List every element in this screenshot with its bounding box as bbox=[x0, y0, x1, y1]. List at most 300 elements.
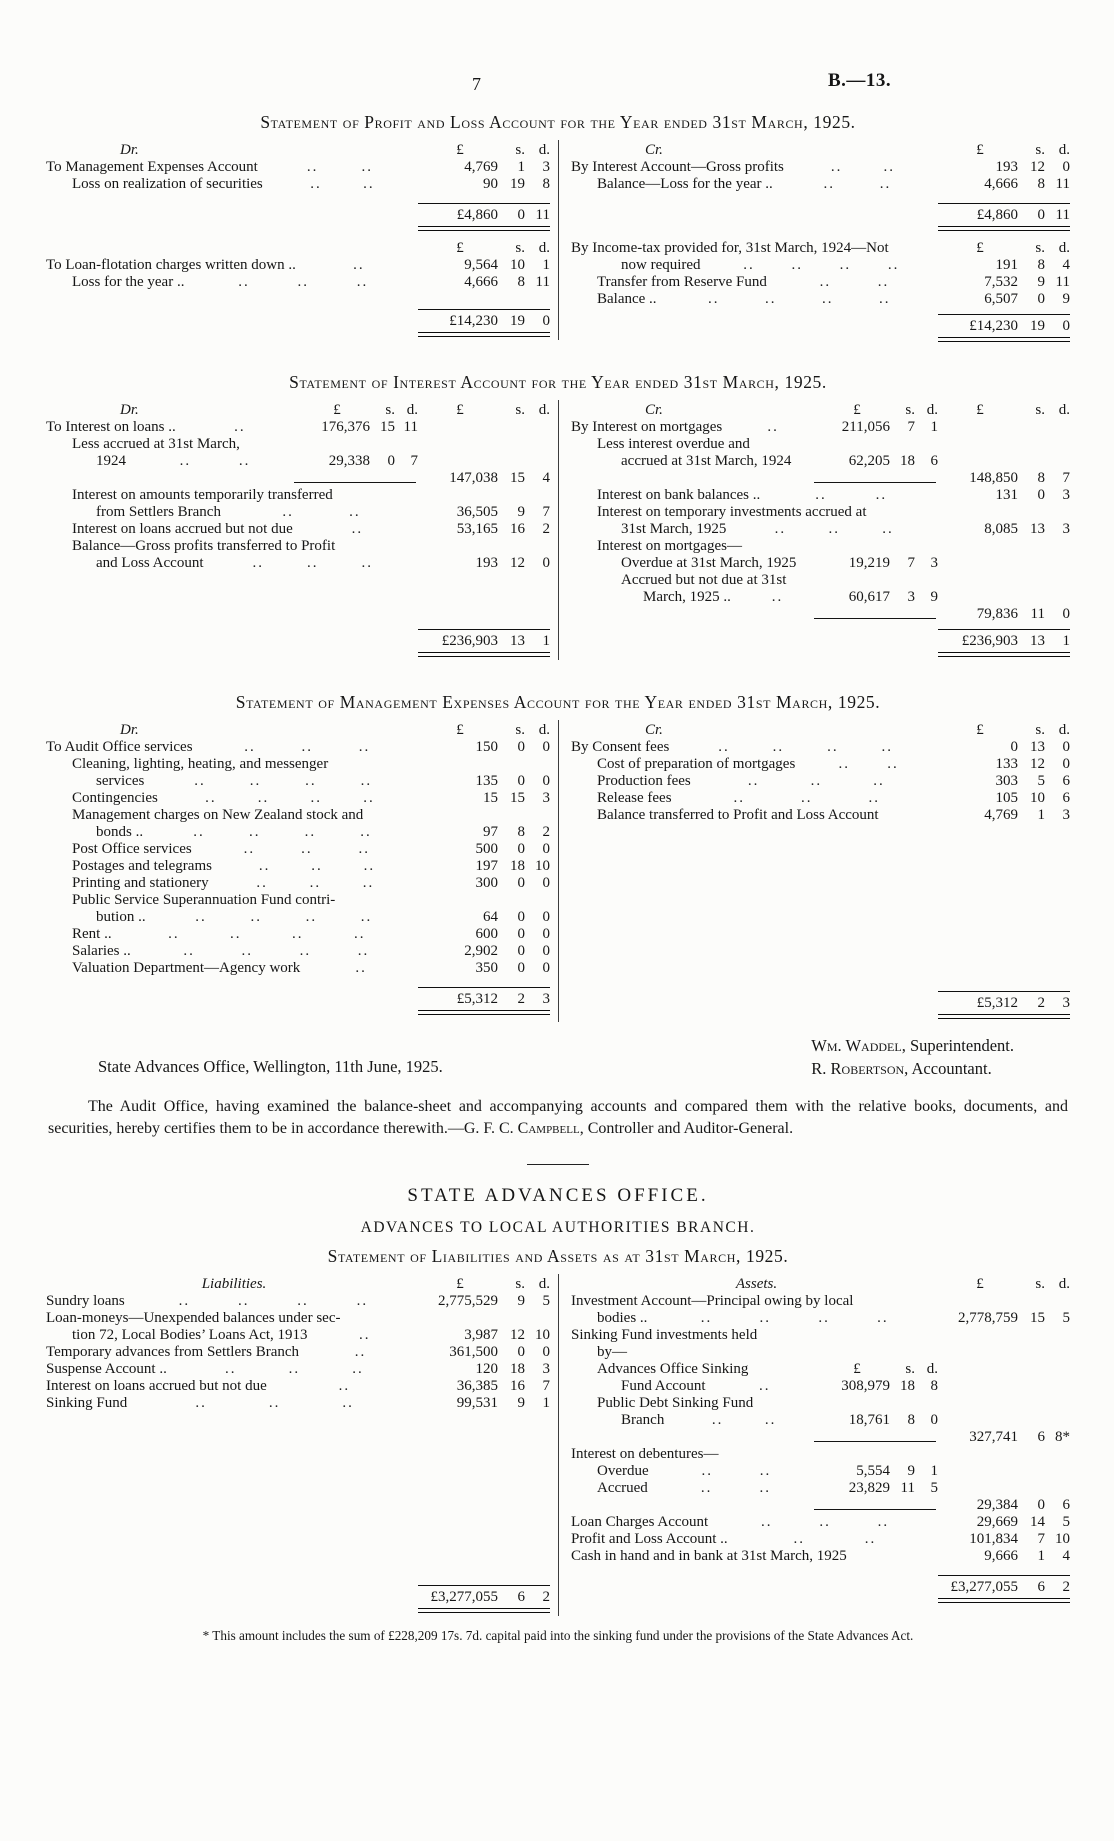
pounds-cell: 133 bbox=[995, 756, 1018, 772]
dot-leaders: .. .. .. bbox=[244, 739, 371, 755]
shillings-cell: 11 bbox=[900, 1480, 915, 1496]
amount bbox=[422, 1589, 550, 1606]
pence-cell: 8 bbox=[930, 1378, 938, 1394]
inner-amount bbox=[824, 1361, 938, 1378]
pence-cell: 4 bbox=[1062, 1548, 1070, 1564]
inner-amount bbox=[824, 1412, 938, 1429]
account-label: By Consent fees bbox=[571, 739, 670, 755]
account-label: Balance .. bbox=[597, 291, 657, 307]
dot-leaders: .. .. .. .. bbox=[193, 824, 372, 840]
pounds-cell: 2,775,529 bbox=[438, 1293, 498, 1309]
pence-cell: d. bbox=[1058, 240, 1070, 256]
account-label: Loan Charges Account bbox=[571, 1514, 709, 1530]
dot-leaders: .. .. .. bbox=[238, 274, 369, 290]
amount bbox=[422, 402, 550, 419]
account-label: Overdue at 31st March, 1925 bbox=[621, 555, 797, 571]
shillings-cell: 13 bbox=[1030, 739, 1045, 755]
amount bbox=[422, 257, 550, 274]
amount bbox=[422, 991, 550, 1008]
shillings-cell: 0 bbox=[517, 875, 525, 891]
pence-cell: 3 bbox=[1062, 487, 1070, 503]
dot-leaders: .. .. bbox=[179, 453, 251, 469]
amount bbox=[422, 470, 550, 487]
account-row bbox=[46, 1008, 550, 1018]
account-label: Less interest overdue and bbox=[597, 436, 750, 452]
pounds-cell: 135 bbox=[475, 773, 498, 789]
amount bbox=[422, 739, 550, 756]
account-row bbox=[46, 224, 550, 234]
pence-cell: 0 bbox=[542, 943, 550, 959]
amount bbox=[942, 207, 1070, 224]
shillings-cell: 0 bbox=[1037, 291, 1045, 307]
pounds-cell: 90 bbox=[483, 176, 498, 192]
pence-cell: 7 bbox=[542, 504, 550, 520]
pence-cell: 9 bbox=[1062, 291, 1070, 307]
account-label: Suspense Account .. bbox=[46, 1361, 167, 1377]
pence-cell: 7 bbox=[542, 1378, 550, 1394]
pence-cell: 3 bbox=[542, 159, 550, 175]
amount bbox=[422, 1276, 550, 1293]
account-row bbox=[46, 926, 550, 943]
account-row bbox=[571, 773, 1070, 790]
shillings-cell: 18 bbox=[510, 1361, 525, 1377]
pence-cell: 4 bbox=[542, 470, 550, 486]
account-row bbox=[571, 650, 1070, 660]
amount bbox=[942, 291, 1070, 308]
dr-column bbox=[46, 720, 558, 1022]
account-row bbox=[46, 199, 550, 207]
dot-leaders: .. .. bbox=[306, 159, 373, 175]
account-row bbox=[571, 807, 1070, 824]
spacer bbox=[46, 193, 550, 197]
amount bbox=[422, 633, 550, 650]
account-label: Accrued bbox=[597, 1480, 648, 1496]
amount bbox=[422, 1581, 550, 1589]
account-label: Cash in hand and in bank at 31st March, 1925 bbox=[571, 1548, 847, 1564]
dot-leaders: .. .. .. .. bbox=[168, 926, 366, 942]
pence-cell: 11 bbox=[403, 419, 418, 435]
pence-cell: d. bbox=[538, 240, 550, 256]
account-row bbox=[46, 1581, 550, 1589]
pence-cell: 1 bbox=[542, 633, 550, 649]
account-label: Postages and telegrams bbox=[72, 858, 212, 874]
pounds-cell: £14,230 bbox=[449, 313, 498, 329]
account-label: Accrued but not due at 31st bbox=[621, 572, 787, 588]
shillings-cell: 0 bbox=[1037, 1497, 1045, 1513]
account-row bbox=[571, 1293, 1070, 1310]
assets-column bbox=[558, 1274, 1070, 1616]
account-row bbox=[46, 436, 550, 453]
pence-cell: d. bbox=[1058, 142, 1070, 158]
dot-leaders: .. .. bbox=[823, 176, 892, 192]
shillings-cell: 1 bbox=[517, 159, 525, 175]
account-label: To Management Expenses Account bbox=[46, 159, 258, 175]
account-row bbox=[571, 1596, 1070, 1606]
amount bbox=[422, 207, 550, 224]
audit-text: The Audit Office, having examined the balance-sheet and accompanying accounts and compared them with the relative books, documents, and securities, hereby certifies them to be in accordance therewith.— bbox=[48, 1098, 1068, 1137]
pence-cell: 4 bbox=[1062, 257, 1070, 273]
pence-cell: 0 bbox=[542, 555, 550, 571]
pence-cell: 1 bbox=[542, 257, 550, 273]
pence-cell: 0 bbox=[930, 1412, 938, 1428]
pounds-cell: £ bbox=[456, 142, 464, 158]
amount bbox=[422, 841, 550, 858]
amount bbox=[942, 1497, 1070, 1514]
account-row bbox=[571, 633, 1070, 650]
pence-cell: 5 bbox=[1062, 1310, 1070, 1326]
amount bbox=[422, 909, 550, 926]
pounds-cell: 79,836 bbox=[976, 606, 1018, 622]
pounds-cell: 62,205 bbox=[848, 453, 890, 469]
account-row bbox=[571, 176, 1070, 193]
account-row bbox=[46, 555, 550, 572]
amount bbox=[422, 943, 550, 960]
account-row bbox=[571, 1548, 1070, 1565]
account-row bbox=[46, 807, 550, 824]
account-label: Rent .. bbox=[72, 926, 112, 942]
account-label: Sinking Fund investments held bbox=[571, 1327, 758, 1343]
account-label: now required bbox=[621, 257, 701, 273]
pounds-cell: 211,056 bbox=[841, 419, 890, 435]
statement-title: Statement of Management Expenses Account for the Year ended 31st March, 1925. bbox=[235, 692, 881, 712]
pence-cell: d. bbox=[926, 402, 938, 418]
inner-amount bbox=[304, 453, 418, 470]
account-label: Dr. bbox=[120, 722, 139, 738]
shillings-cell: 2 bbox=[1037, 995, 1045, 1011]
shillings-cell: 6 bbox=[1037, 1429, 1045, 1445]
amount bbox=[942, 773, 1070, 790]
account-row bbox=[571, 419, 1070, 436]
account-row bbox=[571, 240, 1070, 257]
signer-role: , Accountant. bbox=[904, 1059, 992, 1078]
account-row bbox=[571, 436, 1070, 453]
pounds-cell: 148,850 bbox=[969, 470, 1018, 486]
inner-amount bbox=[824, 402, 938, 419]
shillings-cell: 5 bbox=[1037, 773, 1045, 789]
shillings-cell: 13 bbox=[1030, 633, 1045, 649]
account-row bbox=[571, 274, 1070, 291]
account-row bbox=[46, 487, 550, 504]
pounds-cell: 193 bbox=[475, 555, 498, 571]
account-row bbox=[571, 790, 1070, 807]
amount bbox=[422, 983, 550, 991]
pounds-cell: 97 bbox=[483, 824, 498, 840]
pence-cell: 0 bbox=[1062, 756, 1070, 772]
account-label: Management charges on New Zealand stock and bbox=[72, 807, 364, 823]
amount bbox=[942, 790, 1070, 807]
account-label: Dr. bbox=[120, 402, 139, 418]
dot-leaders: .. bbox=[767, 419, 779, 435]
shillings-cell: 8 bbox=[907, 1412, 915, 1428]
pounds-cell: 197 bbox=[475, 858, 498, 874]
pence-cell: 5 bbox=[1062, 1514, 1070, 1530]
amount bbox=[422, 875, 550, 892]
shillings-cell: 16 bbox=[510, 521, 525, 537]
pounds-cell: 5,554 bbox=[856, 1463, 890, 1479]
account-row bbox=[571, 402, 1070, 419]
shillings-cell: s. bbox=[1035, 240, 1045, 256]
dot-leaders: .. .. .. bbox=[761, 1514, 890, 1530]
account-row bbox=[571, 310, 1070, 318]
account-label: from Settlers Branch bbox=[96, 504, 221, 520]
dot-leaders: .. .. .. bbox=[733, 790, 880, 806]
pounds-cell: 150 bbox=[475, 739, 498, 755]
pounds-cell: £ bbox=[333, 402, 341, 418]
account-row bbox=[571, 995, 1070, 1012]
pence-cell: 3 bbox=[542, 790, 550, 806]
account-row bbox=[571, 257, 1070, 274]
amount bbox=[942, 650, 1070, 660]
pounds-cell: £ bbox=[456, 240, 464, 256]
pounds-cell: 19,219 bbox=[848, 555, 890, 571]
pence-cell: 9 bbox=[930, 589, 938, 605]
amount bbox=[942, 257, 1070, 274]
shillings-cell: 10 bbox=[510, 257, 525, 273]
amount bbox=[422, 555, 550, 572]
shillings-cell: 10 bbox=[1030, 790, 1045, 806]
dot-leaders: .. .. bbox=[711, 1412, 777, 1428]
pounds-cell: £5,312 bbox=[976, 995, 1018, 1011]
pence-cell: 3 bbox=[1062, 807, 1070, 823]
account-row bbox=[571, 1012, 1070, 1022]
amount bbox=[422, 240, 550, 257]
shillings-cell: s. bbox=[515, 142, 525, 158]
shillings-cell: 19 bbox=[510, 176, 525, 192]
dot-leaders: .. .. bbox=[701, 1463, 772, 1479]
shillings-cell: 12 bbox=[510, 555, 525, 571]
account-label: Cr. bbox=[645, 402, 663, 418]
amount bbox=[942, 470, 1070, 487]
dot-leaders: .. .. bbox=[838, 756, 899, 772]
dot-leaders: .. .. .. .. bbox=[195, 909, 373, 925]
pence-cell: 3 bbox=[1062, 521, 1070, 537]
pence-cell: d. bbox=[926, 1361, 938, 1377]
pounds-cell: 131 bbox=[995, 487, 1018, 503]
account-row bbox=[571, 1344, 1070, 1361]
account-row bbox=[571, 625, 1070, 633]
amount bbox=[422, 305, 550, 313]
account-row bbox=[571, 1429, 1070, 1446]
pence-cell: 0 bbox=[1062, 739, 1070, 755]
account-label: Sinking Fund bbox=[46, 1395, 128, 1411]
shillings-cell: 7 bbox=[1037, 1531, 1045, 1547]
shillings-cell: 18 bbox=[900, 453, 915, 469]
pounds-cell: 147,038 bbox=[449, 470, 498, 486]
account-row bbox=[571, 1327, 1070, 1344]
spacer bbox=[571, 824, 1070, 985]
shillings-cell: 15 bbox=[1030, 1310, 1045, 1326]
amount bbox=[942, 1429, 1070, 1446]
amount bbox=[942, 487, 1070, 504]
pounds-cell: 7,532 bbox=[984, 274, 1018, 290]
amount bbox=[422, 521, 550, 538]
account-row bbox=[571, 1310, 1070, 1327]
account-row bbox=[46, 1606, 550, 1616]
account-label: Assets. bbox=[735, 1276, 778, 1292]
account-row bbox=[46, 773, 550, 790]
account-label: 1924 bbox=[96, 453, 126, 469]
amount bbox=[422, 773, 550, 790]
account-row bbox=[571, 1463, 1070, 1480]
pounds-cell: 0 bbox=[1010, 739, 1018, 755]
account-row bbox=[571, 224, 1070, 234]
pounds-cell: 3,987 bbox=[464, 1327, 498, 1343]
inner-amount bbox=[824, 419, 938, 436]
pounds-cell: 101,834 bbox=[969, 1531, 1018, 1547]
account-row bbox=[571, 1446, 1070, 1463]
dot-leaders: .. .. .. .. bbox=[743, 257, 900, 273]
account-row bbox=[571, 487, 1070, 504]
amount bbox=[942, 199, 1070, 207]
dot-leaders: .. .. .. .. bbox=[205, 790, 375, 806]
pounds-cell: 303 bbox=[995, 773, 1018, 789]
account-row bbox=[46, 313, 550, 330]
account-row bbox=[571, 987, 1070, 995]
dot-leaders: .. bbox=[234, 419, 246, 435]
amount bbox=[942, 240, 1070, 257]
account-row bbox=[46, 1589, 550, 1606]
dot-leaders: .. .. bbox=[819, 274, 890, 290]
pence-cell: 11 bbox=[1055, 207, 1070, 223]
dot-leaders: .. .. .. bbox=[774, 521, 894, 537]
pounds-cell: 29,669 bbox=[976, 1514, 1018, 1530]
dot-leaders: .. .. .. bbox=[256, 875, 375, 891]
amount bbox=[942, 987, 1070, 995]
account-label: Balance transferred to Profit and Loss Account bbox=[597, 807, 879, 823]
pounds-cell: £ bbox=[976, 722, 984, 738]
shillings-cell: 8 bbox=[1037, 470, 1045, 486]
account-label: Cleaning, lighting, heating, and messenger bbox=[72, 756, 329, 772]
account-label: Contingencies bbox=[72, 790, 158, 806]
shillings-cell: 0 bbox=[517, 960, 525, 976]
amount bbox=[942, 1596, 1070, 1606]
account-row bbox=[571, 1361, 1070, 1378]
statement-title: Statement of Interest Account for the Year ended 31st March, 1925. bbox=[289, 372, 827, 392]
shillings-cell: 8 bbox=[1037, 176, 1045, 192]
amount bbox=[942, 1531, 1070, 1548]
pence-cell: 2 bbox=[1062, 1579, 1070, 1595]
shillings-cell: 8 bbox=[1037, 257, 1045, 273]
statement-title: Statement of Profit and Loss Account for the Year ended 31st March, 1925. bbox=[260, 112, 856, 132]
account-label: Loss for the year .. bbox=[72, 274, 185, 290]
shillings-cell: 9 bbox=[517, 1395, 525, 1411]
pence-cell: 8 bbox=[542, 176, 550, 192]
dot-leaders: .. bbox=[759, 1378, 771, 1394]
account-row bbox=[46, 1310, 550, 1327]
pence-cell: 0 bbox=[542, 739, 550, 755]
pence-cell: 0 bbox=[542, 926, 550, 942]
amount bbox=[942, 1548, 1070, 1565]
account-row bbox=[571, 453, 1070, 470]
account-row bbox=[46, 207, 550, 224]
account-label: Dr. bbox=[120, 142, 139, 158]
shillings-cell: s. bbox=[905, 1361, 915, 1377]
account-row bbox=[46, 402, 550, 419]
inner-amount bbox=[824, 453, 938, 470]
amount bbox=[942, 1579, 1070, 1596]
shillings-cell: s. bbox=[515, 1276, 525, 1292]
pence-cell: 1 bbox=[542, 1395, 550, 1411]
account-row bbox=[46, 1378, 550, 1395]
amount bbox=[942, 176, 1070, 193]
account-row bbox=[46, 1276, 550, 1293]
account-row bbox=[571, 1276, 1070, 1293]
dot-leaders: .. bbox=[338, 1378, 351, 1394]
pounds-cell: 176,376 bbox=[321, 419, 370, 435]
spacer bbox=[571, 1565, 1070, 1569]
pence-cell: 0 bbox=[1062, 159, 1070, 175]
account-row bbox=[571, 1579, 1070, 1596]
signer-role: , Superintendent. bbox=[901, 1036, 1014, 1055]
shillings-cell: 13 bbox=[510, 633, 525, 649]
account-row bbox=[46, 625, 550, 633]
amount bbox=[942, 335, 1070, 345]
shillings-cell: 3 bbox=[907, 589, 915, 605]
dot-leaders: .. .. .. .. bbox=[708, 291, 891, 307]
account-label: Balance—Gross profits transferred to Profit bbox=[72, 538, 336, 554]
pence-cell: 2 bbox=[542, 521, 550, 537]
pounds-cell: £14,230 bbox=[969, 318, 1018, 334]
account-label: To Interest on loans .. bbox=[46, 419, 176, 435]
dot-leaders: .. bbox=[351, 521, 364, 537]
audit-certificate bbox=[48, 1096, 1068, 1140]
amount bbox=[422, 926, 550, 943]
shillings-cell: 1 bbox=[1037, 1548, 1045, 1564]
pounds-cell: £ bbox=[976, 142, 984, 158]
pence-cell: d. bbox=[538, 402, 550, 418]
inner-amount bbox=[824, 1480, 938, 1497]
pounds-cell: 600 bbox=[475, 926, 498, 942]
account-label: March, 1925 .. bbox=[643, 589, 731, 605]
account-row bbox=[571, 589, 1070, 606]
account-label: By Interest Account—Gross profits bbox=[571, 159, 784, 175]
amount bbox=[422, 1293, 550, 1310]
dot-leaders: .. .. .. bbox=[195, 1395, 354, 1411]
dot-leaders: .. .. .. bbox=[252, 555, 373, 571]
shillings-cell: 19 bbox=[510, 313, 525, 329]
account-label: Post Office services bbox=[72, 841, 192, 857]
shillings-cell: 0 bbox=[387, 453, 395, 469]
pence-cell: 0 bbox=[542, 909, 550, 925]
pounds-cell: £4,860 bbox=[976, 207, 1018, 223]
amount bbox=[942, 1514, 1070, 1531]
account-row bbox=[46, 824, 550, 841]
account-label: and Loss Account bbox=[96, 555, 204, 571]
shillings-cell: 0 bbox=[1037, 207, 1045, 223]
shillings-cell: 0 bbox=[517, 207, 525, 223]
pounds-cell: 99,531 bbox=[456, 1395, 498, 1411]
account-row bbox=[46, 142, 550, 159]
pounds-cell: £236,903 bbox=[441, 633, 498, 649]
shillings-cell: s. bbox=[385, 402, 395, 418]
account-label: Cr. bbox=[645, 142, 663, 158]
amount bbox=[942, 310, 1070, 318]
shillings-cell: s. bbox=[1035, 1276, 1045, 1292]
spacer bbox=[46, 977, 550, 981]
account-row bbox=[46, 1327, 550, 1344]
amount bbox=[942, 142, 1070, 159]
account-row bbox=[46, 983, 550, 991]
spacer bbox=[46, 572, 550, 623]
dot-leaders: .. .. bbox=[700, 1480, 771, 1496]
pence-cell: d. bbox=[1058, 402, 1070, 418]
pounds-cell: 23,829 bbox=[848, 1480, 890, 1496]
shillings-cell: 2 bbox=[517, 991, 525, 1007]
pounds-cell: £ bbox=[456, 402, 464, 418]
dr-column bbox=[46, 140, 558, 340]
account-label: Less accrued at 31st March, bbox=[72, 436, 240, 452]
account-label: Sundry loans bbox=[46, 1293, 125, 1309]
